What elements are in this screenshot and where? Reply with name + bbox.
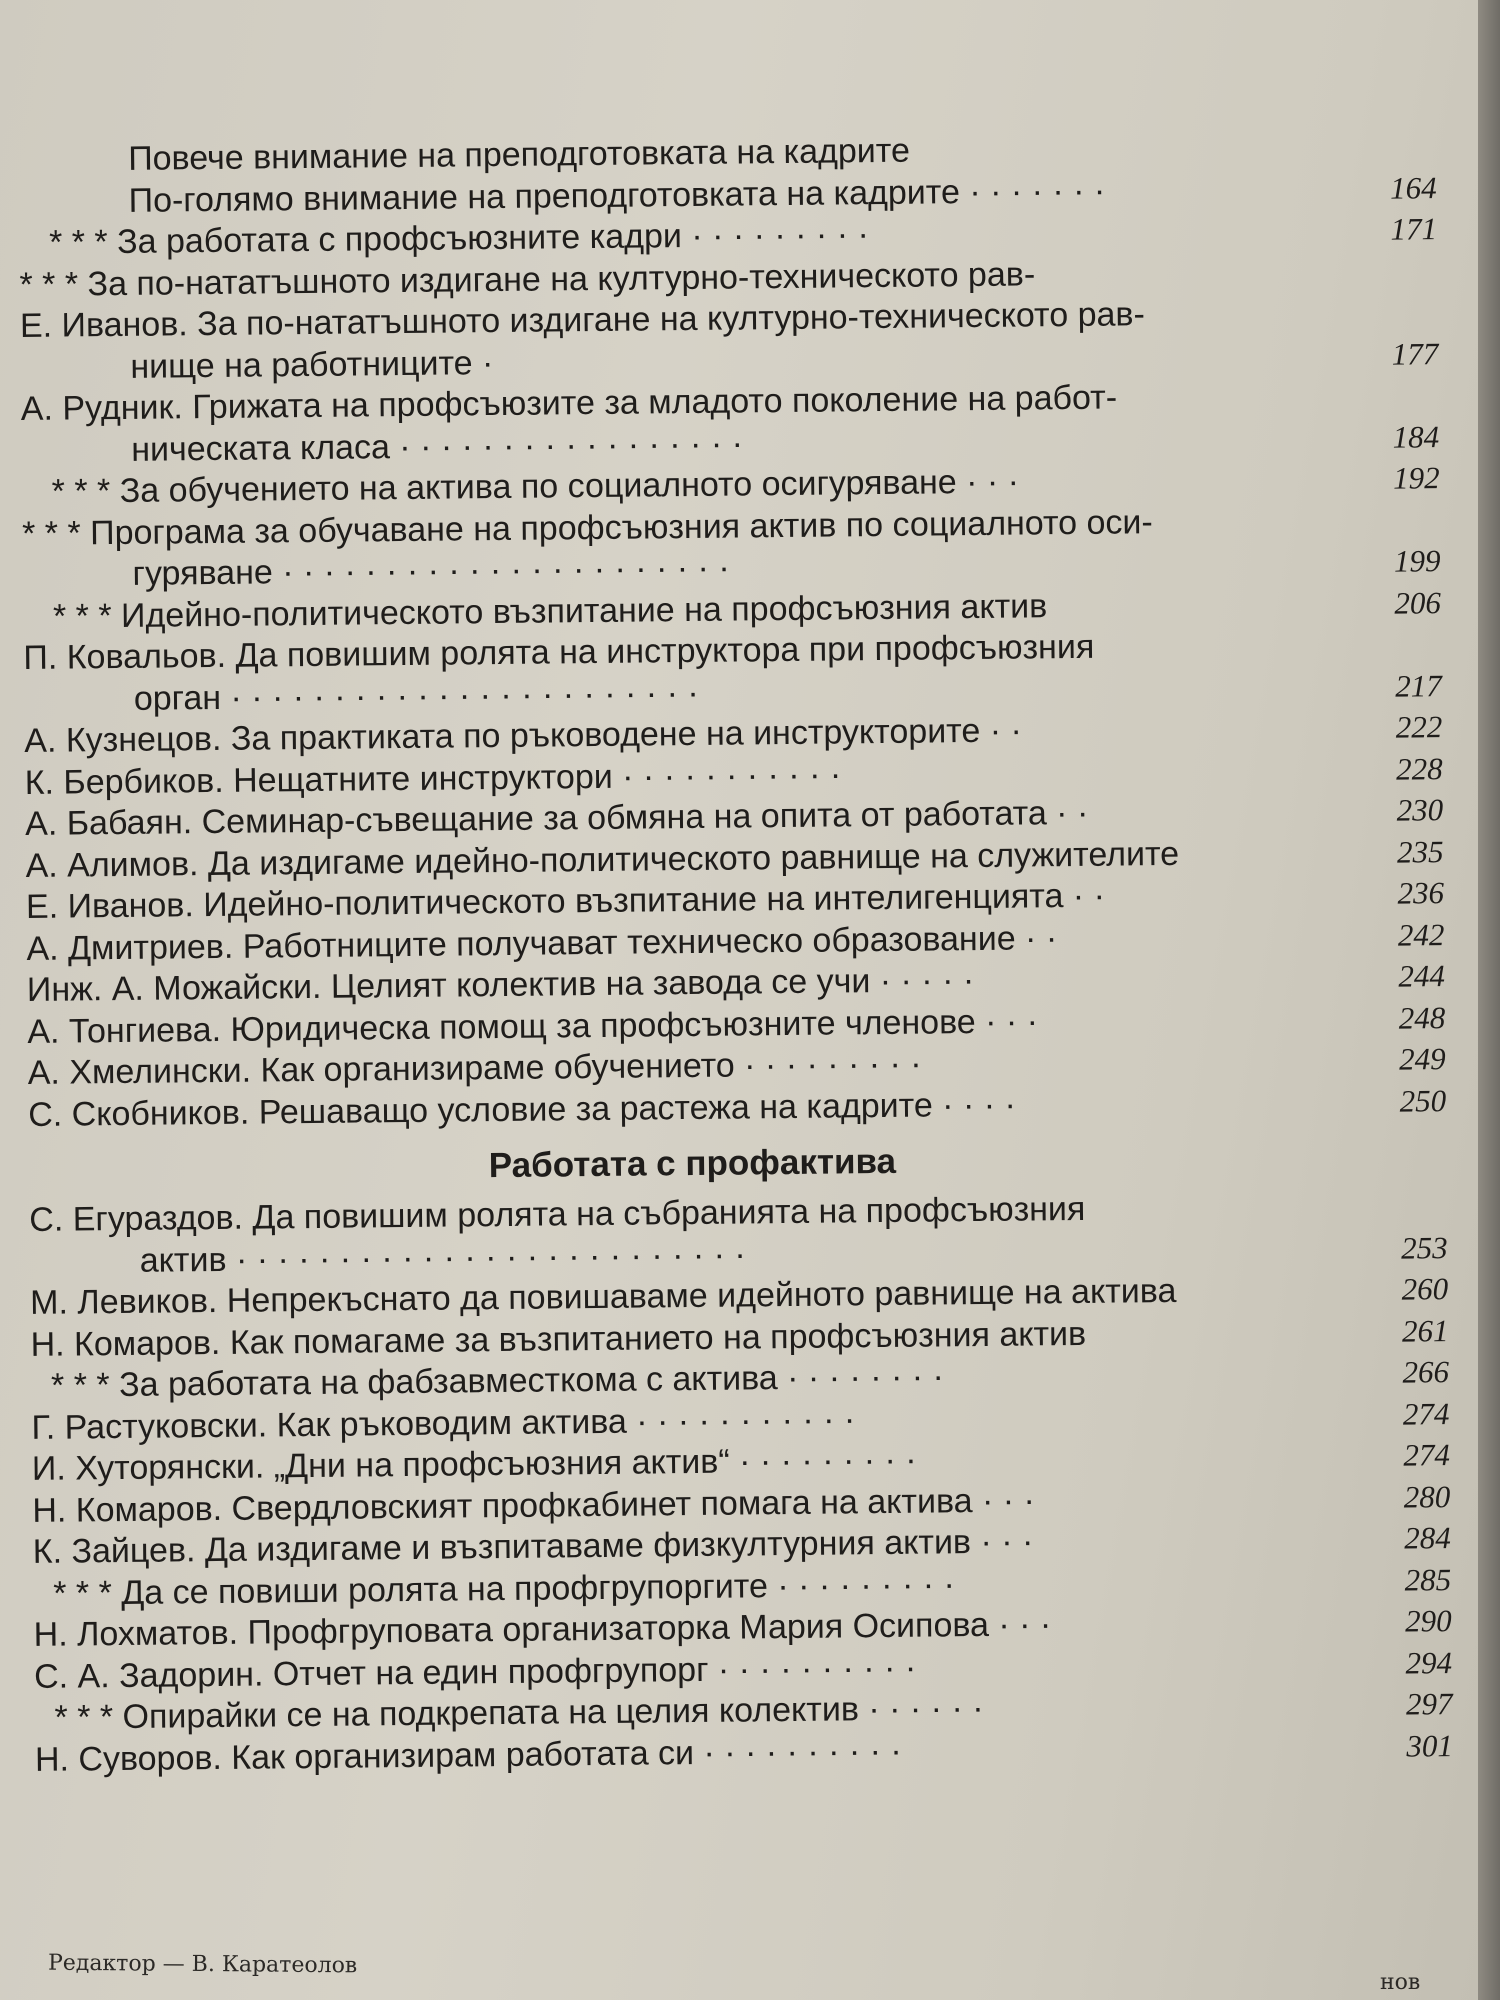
toc-page-number <box>1378 291 1438 292</box>
toc-entry-text: С. А. Задорин. Отчет на един профгрупорг · · · · · · · · · · <box>33 1648 917 1696</box>
toc-entry-text: * * * За работата с профсъюзните кадри · · · · · · · · · <box>48 215 870 262</box>
toc-entry-text: И. Хуторянски. „Дни на профсъюзния актив“ · · · · · · · · · <box>31 1440 917 1488</box>
toc-entry-text: Е. Иванов. За по-нататъшното издигане на културно-техническото рав- <box>19 295 1145 345</box>
footer-fragment: нов <box>1380 1970 1421 1995</box>
toc-page-number: 285 <box>1404 1561 1452 1598</box>
toc-page-number: 260 <box>1401 1271 1449 1307</box>
toc-entry-text: * * * За работата на фабзавместкома с актива · · · · · · · · <box>50 1357 945 1405</box>
toc-page-number: 199 <box>1393 543 1441 579</box>
toc-page-number <box>1377 250 1437 251</box>
toc-entry-text: П. Ковальов. Да повишим ролята на инструктора при профсъюзния <box>23 627 1095 677</box>
toc-page-number: 222 <box>1395 709 1443 745</box>
toc-list-top <box>18 125 1446 1136</box>
toc-entry-text: А. Кузнецов. За практиката по ръководене на инструкторите · · <box>24 711 1023 760</box>
toc-page-number: 284 <box>1404 1520 1451 1556</box>
toc-page-number: 249 <box>1399 1041 1446 1077</box>
toc-page-number: 235 <box>1396 833 1444 870</box>
toc-entry-text: Н. Лохматов. Профгруповата организаторка Мария Осипова · · · <box>33 1605 1052 1654</box>
toc-entry-text: Инж. А. Можайски. Целият колектив на завода се учи · · · · · <box>26 961 975 1009</box>
toc-entry-text: К. Бербиков. Нещатните инструктори · · · · · · · · · · · <box>24 754 842 802</box>
table-of-contents <box>18 125 1453 1781</box>
toc-page-number: 217 <box>1395 667 1442 704</box>
toc-page-number: 253 <box>1400 1229 1448 1266</box>
toc-page-number: 274 <box>1403 1437 1451 1473</box>
toc-entry-text: А. Дмитриев. Работниците получават техническо образование · · <box>26 918 1058 968</box>
section-title: Работата с профактива <box>488 1141 897 1186</box>
toc-page-number: 244 <box>1398 958 1446 994</box>
toc-entry-text: * * * Опирайки се на подкрепата на целия колектив · · · · · · <box>54 1688 984 1737</box>
toc-entry-text: * * * Идейно-политическото възпитание на профсъюзния актив <box>52 586 1048 636</box>
toc-entry-text: К. Зайцев. Да издигаме и възпитаваме физкултурния актив · · · <box>32 1522 1034 1571</box>
toc-page-number: 171 <box>1390 211 1438 247</box>
toc-page-number: 248 <box>1398 999 1446 1036</box>
toc-entry-text: * * * За обучението на актива по социалното осигуряване · · · <box>51 462 1020 511</box>
toc-entry-text: нище на работниците · <box>130 343 494 386</box>
toc-page-number: 250 <box>1399 1082 1447 1119</box>
toc-entry-text: * * * За по-нататъшното издигане на културно-техническото рав- <box>19 254 1036 304</box>
toc-page-number: 294 <box>1405 1644 1453 1681</box>
toc-list-bottom <box>29 1185 1453 1781</box>
toc-entry-text: гуряване · · · · · · · · · · · · · · · · · · · · · · <box>132 548 730 593</box>
toc-page-number: 206 <box>1394 584 1442 621</box>
toc-entry-text: орган · · · · · · · · · · · · · · · · · · · · · · · <box>133 673 699 718</box>
toc-page-number: 301 <box>1406 1727 1454 1764</box>
toc-page-number <box>1379 374 1439 375</box>
toc-page-number: 177 <box>1391 335 1439 372</box>
toc-entry-text: С. Егураздов. Да повишим ролята на събранията на профсъюзния <box>29 1189 1086 1239</box>
toc-entry-text: А. Алимов. Да издигаме идейно-политическото равнище на служителите <box>25 834 1180 885</box>
toc-page-number: 230 <box>1396 792 1444 828</box>
toc-page-number: 242 <box>1397 916 1445 953</box>
toc-entry-text: По-голямо внимание на преподготовката на кадрите · · · · · · · <box>128 171 1106 220</box>
toc-page-number: 261 <box>1401 1312 1449 1349</box>
toc-entry-text: Н. Комаров. Свердловският профкабинет помага на актива · · · <box>32 1480 1036 1530</box>
toc-page-number: 164 <box>1389 169 1437 206</box>
toc-entry-text: А. Тонгиева. Юридическа помощ за профсъюзните членове · · · <box>27 1001 1039 1051</box>
toc-page-number: 192 <box>1392 460 1440 496</box>
toc-page-number: 297 <box>1405 1686 1453 1722</box>
toc-entry-text: А. Бабаян. Семинар-съвещание за обмяна на опита от работата · · <box>24 793 1089 843</box>
toc-page-number: 236 <box>1397 875 1445 911</box>
toc-entry-text: актив · · · · · · · · · · · · · · · · · · · · · · · · · <box>139 1234 746 1280</box>
toc-page-number: 274 <box>1402 1395 1450 1432</box>
toc-page-number: 184 <box>1392 418 1440 455</box>
toc-page-number: 280 <box>1403 1478 1451 1515</box>
toc-entry-text: Повече внимание на преподготовката на кадрите <box>128 131 911 178</box>
toc-entry-text: А. Хмелински. Как организираме обучението · · · · · · · · · <box>27 1044 922 1092</box>
toc-entry-text: * * * Програма за обучаване на профсъюзния актив по социалното оси- <box>21 502 1153 553</box>
toc-page-number <box>1387 1185 1447 1186</box>
toc-page-number <box>1380 499 1440 500</box>
toc-page-number: 290 <box>1404 1603 1452 1639</box>
toc-entry-text: С. Скобников. Решаващо условие за растежа на кадрите · · · · <box>28 1085 1017 1134</box>
editor-credit: Редактор — В. Каратеолов <box>47 1950 358 1979</box>
toc-page-number: 228 <box>1395 750 1443 787</box>
toc-entry-text: Г. Растуковски. Как ръководим актива · · · · · · · · · · · <box>31 1399 856 1447</box>
toc-page-number <box>1381 623 1441 624</box>
toc-page-number <box>1376 125 1436 126</box>
toc-entry-text: Н. Комаров. Как помагаме за възпитанието на профсъюзния актив <box>30 1314 1087 1364</box>
toc-entry-text: А. Рудник. Грижата на профсъюзите за младото поколение на работ- <box>20 378 1118 428</box>
toc-entry-text: Н. Суворов. Как организирам работата си · · · · · · · · · · <box>34 1731 902 1779</box>
toc-entry-text: Е. Иванов. Идейно-политическото възпитание на интелигенцията · · <box>25 876 1106 926</box>
toc-entry-text: М. Левиков. Непрекъснато да повишаваме идейното равнище на актива <box>29 1271 1177 1322</box>
toc-page-number: 266 <box>1402 1354 1450 1390</box>
toc-entry-text: ническата класа · · · · · · · · · · · · · · · · · <box>131 423 744 469</box>
toc-entry-text: * * * Да се повиши ролята на профгрупоргите · · · · · · · · · <box>53 1564 956 1613</box>
page-edge <box>1478 0 1500 2000</box>
